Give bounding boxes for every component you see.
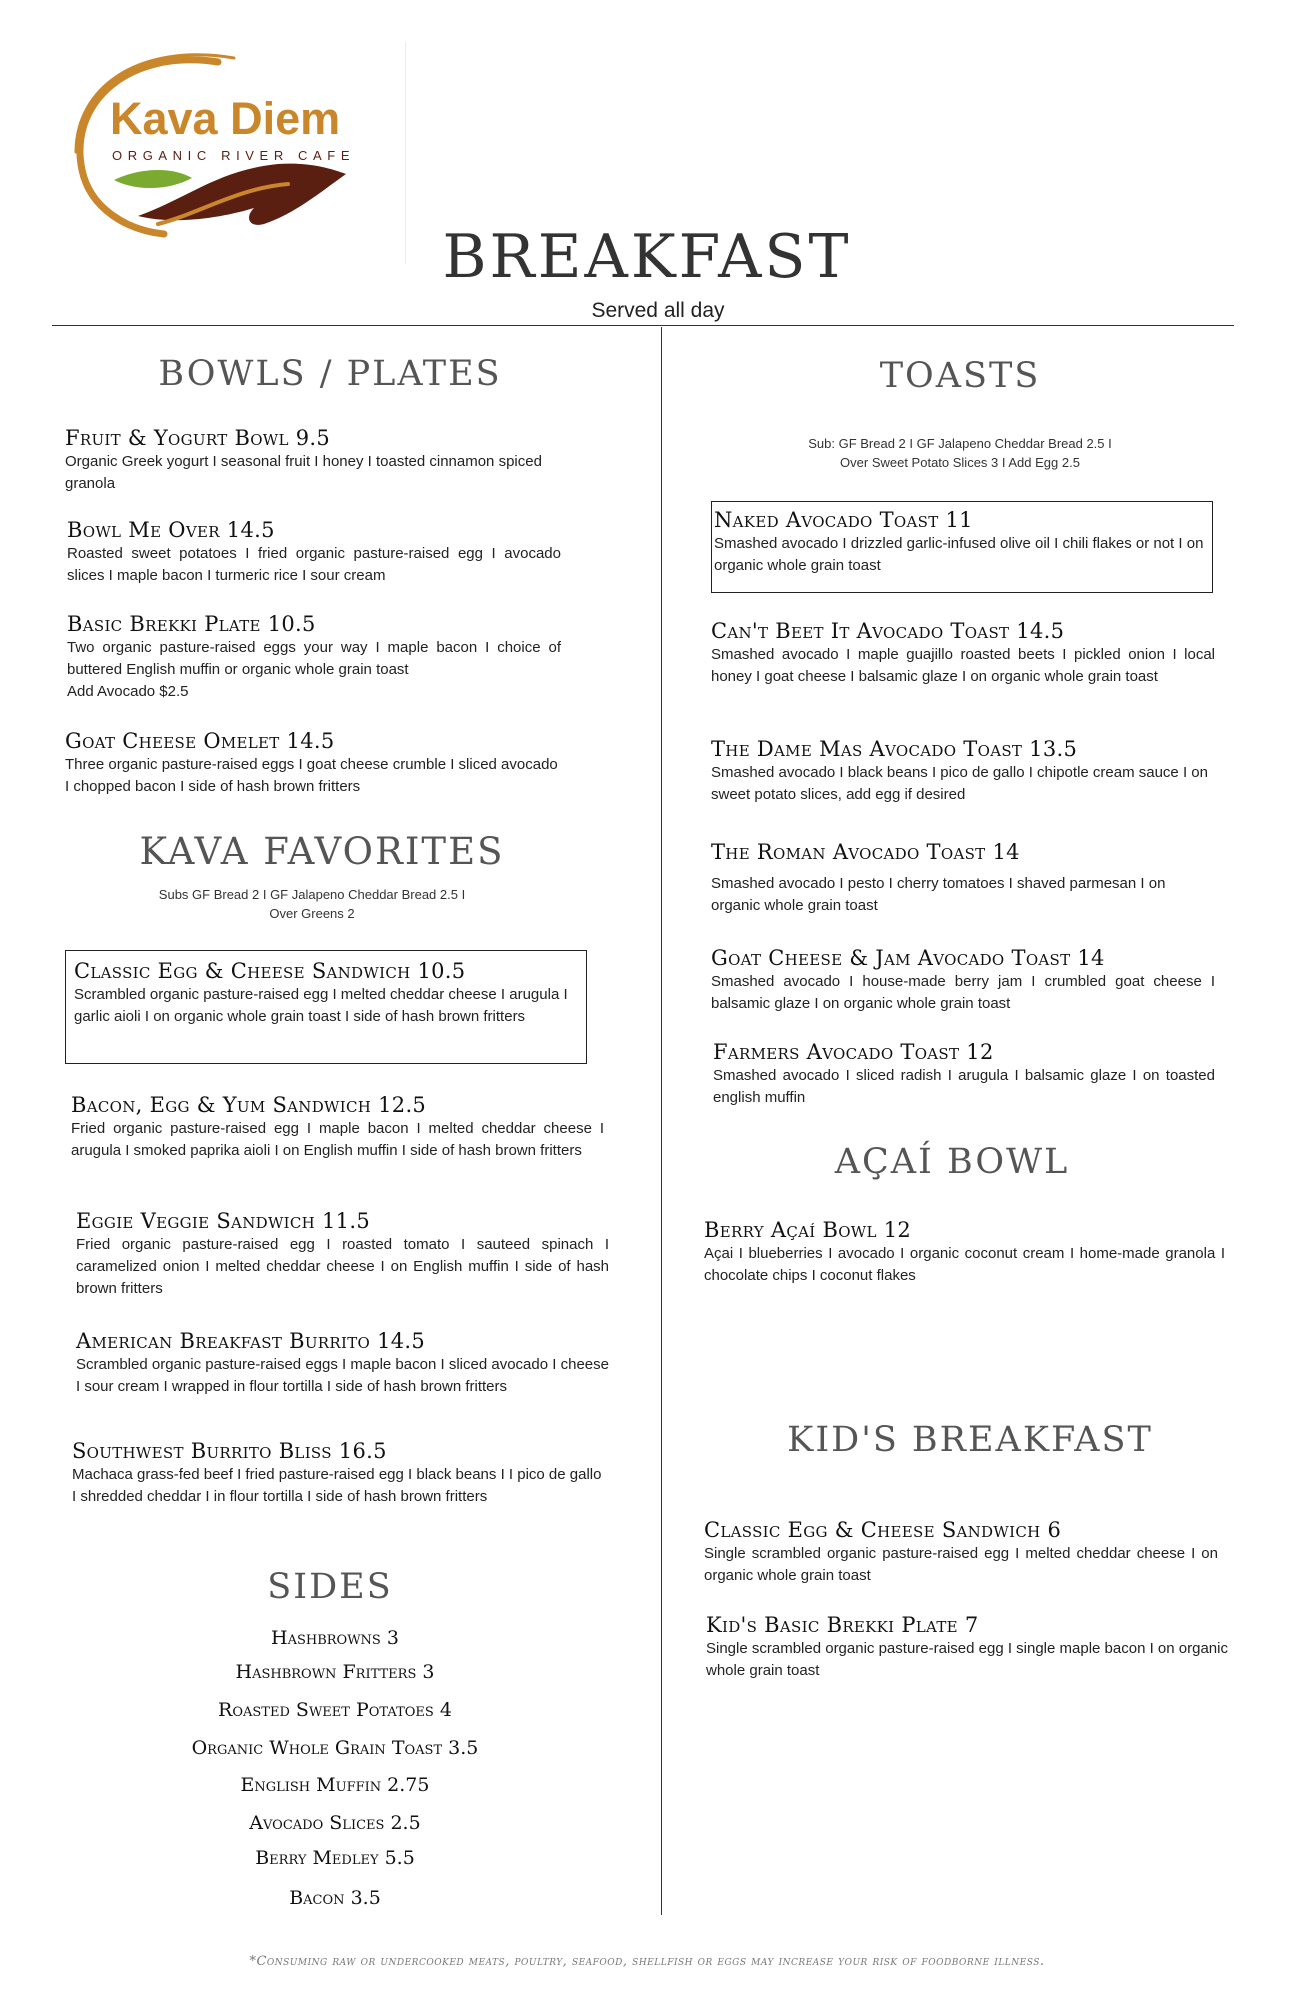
item-name: The Roman Avocado Toast 14 — [711, 840, 1020, 864]
item-name: Can't Beet It Avocado Toast 14.5 — [711, 619, 1065, 643]
menu-item-featured — [711, 501, 1213, 593]
side-item: Bacon 3.5 — [289, 1887, 381, 1909]
item-description: Smashed avocado I drizzled garlic-infused olive oil I chili flakes or not I on organic whole grain toast — [714, 535, 1204, 574]
item-description: Scrambled organic pasture-raised eggs I maple bacon I sliced avocado I cheese I sour cream I wrapped in flour tortilla I side of hash brown fritters — [76, 1356, 609, 1395]
header-rule — [52, 325, 1234, 326]
item-name: Naked Avocado Toast 11 — [714, 508, 973, 532]
column-divider — [661, 327, 662, 1915]
note-line: Over Sweet Potato Slices 3 I Add Egg 2.5 — [840, 455, 1080, 470]
section-title-toasts: TOASTS — [879, 356, 1041, 396]
menu-item — [711, 737, 1215, 806]
side-item: English Muffin 2.75 — [240, 1774, 430, 1796]
note-line: Over Greens 2 — [269, 906, 355, 921]
item-description: Smashed avocado I black beans I pico de gallo I chipotle cream sauce I on sweet potato slices, add egg if desired — [711, 764, 1208, 803]
menu-item — [65, 729, 561, 798]
item-description: Single scrambled organic pasture-raised egg I single maple bacon I on organic whole grain toast — [706, 1640, 1228, 1679]
item-name: The Dame Mas Avocado Toast 13.5 — [711, 737, 1078, 761]
menu-item — [67, 518, 561, 587]
menu-item — [72, 1439, 609, 1508]
item-name: Berry Açaí Bowl 12 — [704, 1218, 912, 1242]
item-description: Machaca grass-fed beef I fried pasture-raised egg I black beans I I pico de gallo I shredded cheddar I in flour tortilla I side of hash brown fritters — [72, 1466, 602, 1505]
side-item: Avocado Slices 2.5 — [249, 1812, 421, 1834]
section-title-kava-favorites: KAVA FAVORITES — [139, 830, 505, 873]
item-description: Scrambled organic pasture-raised egg I melted cheddar cheese I arugula I garlic aioli I on organic whole grain toast I side of hash brown fritters — [74, 986, 568, 1025]
item-description: Two organic pasture-raised eggs your way I maple bacon I choice of buttered English muffin or organic whole grain toast — [67, 639, 561, 678]
item-description: Açai I blueberries I avocado I organic coconut cream I home-made granola I chocolate chips I coconut flakes — [704, 1245, 1225, 1284]
item-name: Classic Egg & Cheese Sandwich 6 — [704, 1518, 1062, 1542]
section-title-kids-breakfast: KID'S BREAKFAST — [787, 1420, 1153, 1460]
item-name: Goat Cheese & Jam Avocado Toast 14 — [711, 946, 1105, 970]
logo-name: Kava Diem — [110, 93, 341, 144]
side-item: Hashbrown Fritters 3 — [235, 1661, 435, 1683]
menu-item — [713, 1040, 1215, 1109]
item-name: Fruit & Yogurt Bowl 9.5 — [65, 426, 331, 450]
item-name: Bowl Me Over 14.5 — [67, 518, 275, 542]
subs-note — [740, 434, 1180, 472]
item-addon: Add Avocado $2.5 — [67, 683, 189, 700]
note-line: Subs GF Bread 2 I GF Jalapeno Cheddar Bread 2.5 I — [158, 887, 466, 902]
food-safety-disclaimer: *Consuming raw or undercooked meats, poultry, seafood, shellfish or eggs may increase your risk of foodborne illness. — [249, 1954, 1045, 1969]
item-description: Single scrambled organic pasture-raised egg I melted cheddar cheese I on organic whole grain toast — [704, 1545, 1218, 1584]
menu-item — [65, 426, 561, 495]
item-name: Southwest Burrito Bliss 16.5 — [72, 1439, 387, 1463]
page-title: BREAKFAST — [442, 222, 852, 292]
menu-item — [76, 1329, 609, 1398]
item-description: Three organic pasture-raised eggs I goat cheese crumble I sliced avocado I chopped bacon I side of hash brown fritters — [65, 756, 558, 795]
menu-item — [71, 1093, 604, 1162]
item-description: Smashed avocado I house-made berry jam I crumbled goat cheese I balsamic glaze I on organic whole grain toast — [711, 973, 1215, 1012]
menu-item — [711, 619, 1215, 688]
menu-item — [704, 1518, 1218, 1587]
menu-item-featured — [65, 950, 587, 1064]
item-description: Fried organic pasture-raised egg I roasted tomato I sauteed spinach I caramelized onion I melted cheddar cheese I on English muffin I side of hash brown fritters — [76, 1236, 609, 1297]
section-title-bowls-plates: BOWLS / PLATES — [158, 354, 502, 394]
menu-item — [711, 840, 1215, 917]
menu-item — [67, 612, 561, 703]
menu-item — [76, 1209, 609, 1300]
logo-tagline: ORGANIC RIVER CAFE — [112, 148, 356, 163]
item-name: Goat Cheese Omelet 14.5 — [65, 729, 335, 753]
item-description: Roasted sweet potatoes I fried organic pasture-raised egg I avocado slices I maple bacon I turmeric rice I sour cream — [67, 545, 561, 584]
side-item: Organic Whole Grain Toast 3.5 — [191, 1737, 479, 1759]
side-item: Hashbrowns 3 — [271, 1627, 399, 1649]
item-name: Farmers Avocado Toast 12 — [713, 1040, 994, 1064]
item-description: Smashed avocado I sliced radish I arugula I balsamic glaze I on toasted english muffin — [713, 1067, 1215, 1106]
kava-diem-logo — [68, 48, 398, 238]
note-line: Sub: GF Bread 2 I GF Jalapeno Cheddar Bread 2.5 I — [808, 436, 1112, 451]
item-description: Fried organic pasture-raised egg I maple bacon I melted cheddar cheese I arugula I smoked paprika aioli I on English muffin I side of hash brown fritters — [71, 1120, 604, 1159]
section-title-acai-bowl: AÇAÍ BOWL — [834, 1142, 1070, 1182]
logo-graphic — [68, 48, 398, 238]
side-item: Berry Medley 5.5 — [255, 1847, 415, 1869]
menu-item — [711, 946, 1215, 1015]
menu-item — [706, 1613, 1228, 1682]
page-subtitle: Served all day — [591, 299, 725, 322]
subs-note — [92, 885, 532, 923]
item-name: Bacon, Egg & Yum Sandwich 12.5 — [71, 1093, 427, 1117]
item-name: Basic Brekki Plate 10.5 — [67, 612, 316, 636]
item-description: Organic Greek yogurt I seasonal fruit I honey I toasted cinnamon spiced granola — [65, 453, 542, 492]
menu-item — [704, 1218, 1225, 1287]
item-name: Kid's Basic Brekki Plate 7 — [706, 1613, 979, 1637]
side-item: Roasted Sweet Potatoes 4 — [218, 1699, 452, 1721]
item-description: Smashed avocado I pesto I cherry tomatoes I shaved parmesan I on organic whole grain toast — [711, 875, 1166, 914]
section-title-sides: SIDES — [267, 1567, 393, 1607]
item-description: Smashed avocado I maple guajillo roasted beets I pickled onion I local honey I goat cheese I balsamic glaze I on organic whole grain toast — [711, 646, 1215, 685]
item-name: Eggie Veggie Sandwich 11.5 — [76, 1209, 370, 1233]
item-name: American Breakfast Burrito 14.5 — [76, 1329, 426, 1353]
item-name: Classic Egg & Cheese Sandwich 10.5 — [74, 959, 466, 983]
